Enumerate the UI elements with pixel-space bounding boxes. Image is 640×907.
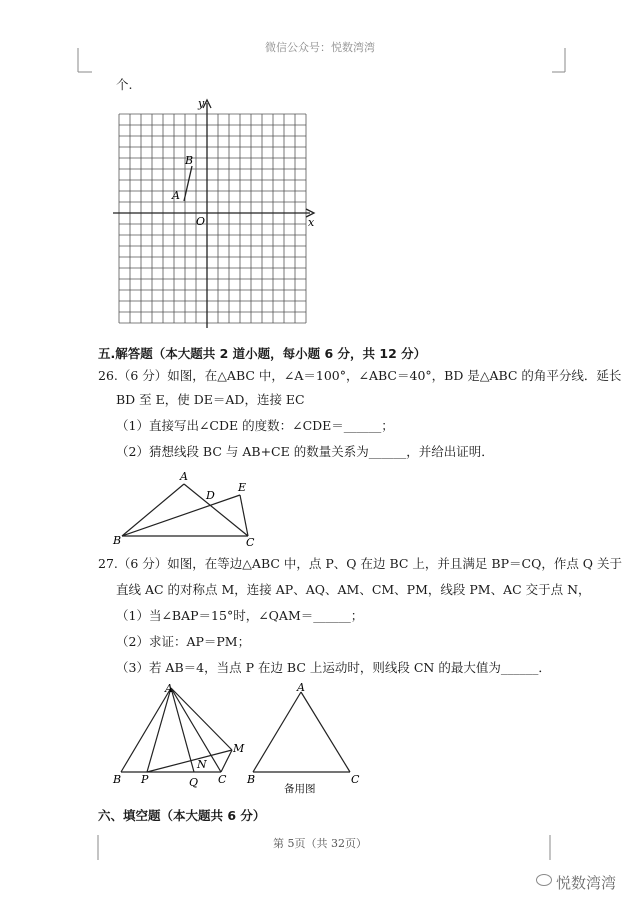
q27-figures: [108, 680, 368, 795]
q26-part2: （2）猜想线段 BC 与 AB+CE 的数量关系为______，并给出证明．: [116, 444, 494, 459]
q27-label-m: M: [233, 742, 245, 755]
point-b-label: B: [185, 154, 194, 167]
q27-spare-caption: 备用图: [284, 783, 316, 795]
q26-label-a: A: [180, 470, 188, 483]
q27-main-figure: [121, 688, 232, 772]
q27-stem-line1: 27.（6 分）如图，在等边△ABC 中，点 P、Q 在边 BC 上，并且满足 BP＝CQ，作点 Q 关于: [98, 556, 623, 571]
x-axis-label: x: [308, 216, 315, 229]
q27-spare-label-a: A: [297, 681, 305, 694]
q26-part1: （1）直接写出∠CDE 的度数：∠CDE＝______；: [116, 418, 394, 433]
q27-label-q: Q: [189, 776, 199, 789]
q26-label-e: E: [238, 481, 247, 494]
q27-part3: （3）若 AB＝4，当点 P 在边 BC 上运动时，则线段 CN 的最大值为______．: [116, 660, 551, 675]
q27-part1: （1）当∠BAP＝15°时，∠QAM＝______；: [116, 608, 364, 623]
wechat-icon: [536, 874, 552, 886]
watermark-text: 悦数湾湾: [556, 874, 617, 892]
q27-label-p: P: [141, 773, 149, 786]
origin-label: O: [196, 215, 206, 228]
q26-stem-line1: 26.（6 分）如图，在△ABC 中，∠A＝100°，∠ABC＝40°，BD 是△ABC 的角平分线．延长: [98, 368, 622, 383]
q27-label-a: A: [165, 682, 173, 695]
q27-label-c: C: [218, 773, 227, 786]
q27-spare-label-c: C: [351, 773, 360, 786]
q26-triangle-figure: [110, 468, 270, 548]
page-footer: 第 5页（共 32页）: [273, 837, 367, 850]
q27-stem-line2: 直线 AC 的对称点 M，连接 AP、AQ、AM、CM、PM，线段 PM、AC 交于点 N，: [116, 582, 591, 597]
y-axis-label: y: [198, 98, 205, 110]
q26-label-c: C: [246, 536, 255, 548]
q26-label-b: B: [113, 534, 122, 547]
segment-ba: [122, 484, 184, 536]
section-5-title: 五.解答题（本大题共 2 道小题，每小题 6 分，共 12 分）: [98, 346, 427, 361]
q27-label-b: B: [113, 773, 122, 786]
q27-part2: （2）求证：AP＝PM；: [116, 634, 251, 649]
section-6-title: 六、填空题（本大题共 6 分）: [98, 808, 266, 823]
continuation-text: 个.: [116, 77, 133, 92]
grid-lines: [119, 114, 306, 323]
page-header: 微信公众号：悦数湾湾: [265, 41, 375, 54]
q26-stem-line2: BD 至 E，使 DE＝AD，连接 EC: [116, 392, 305, 407]
coordinate-grid-figure: [110, 98, 326, 334]
q27-spare-label-b: B: [247, 773, 256, 786]
q27-label-n: N: [197, 758, 207, 771]
q27-spare-figure: [253, 692, 350, 772]
point-a-label: A: [172, 189, 180, 202]
q26-label-d: D: [206, 489, 215, 502]
